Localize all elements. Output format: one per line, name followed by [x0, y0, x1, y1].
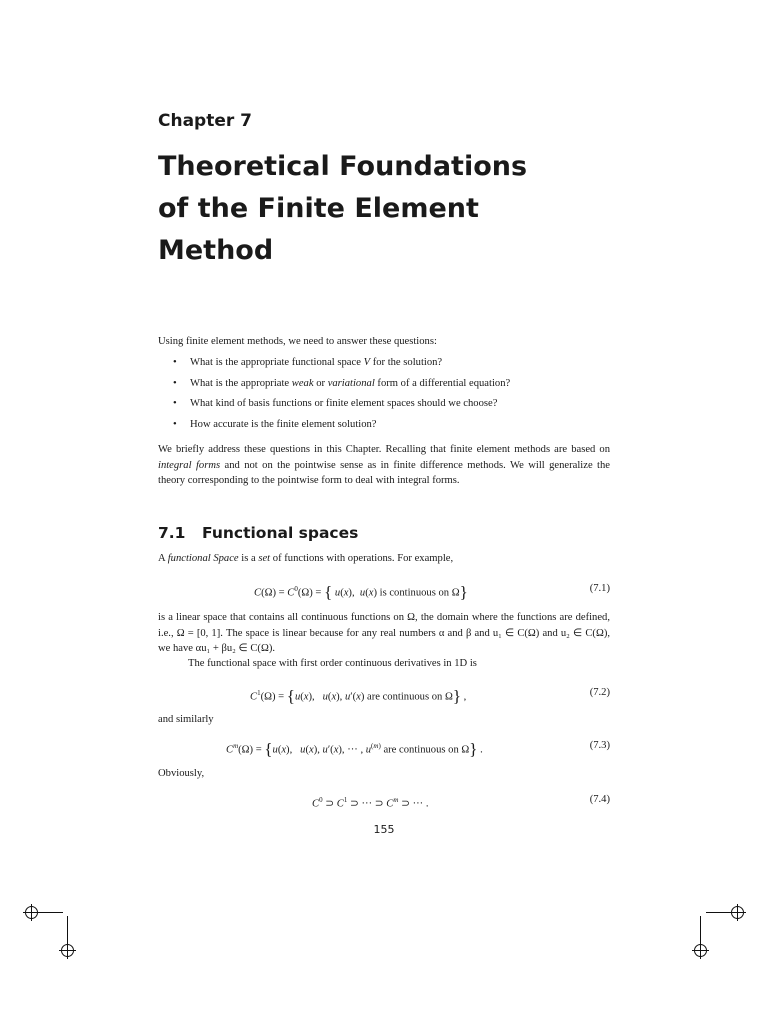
- chapter-label: Chapter 7: [158, 111, 253, 131]
- chapter-title-line: Theoretical Foundations: [158, 151, 528, 182]
- section-heading: [158, 524, 358, 542]
- equation-number: (7.4): [589, 794, 610, 805]
- equation-number: (7.1): [589, 583, 610, 594]
- section-number: 7.1: [158, 524, 186, 542]
- intro-lead: Using finite element methods, we need to answer these questions:: [158, 336, 437, 347]
- chapter-title-line: Method: [158, 235, 274, 266]
- bullet-icon: •: [173, 418, 177, 430]
- derivative-sentence: The functional space with first order continuous derivatives in 1D is: [188, 658, 477, 669]
- equation-number: (7.3): [589, 740, 610, 751]
- obviously: Obviously,: [158, 768, 205, 779]
- bullet-icon: •: [173, 398, 177, 409]
- bullet-icon: •: [173, 357, 177, 368]
- equation-7-1: $C(\Omega) = C^0(\Omega)$ = { u(x), u(x) is continuous on Ω} (7.1): [158, 579, 610, 599]
- bullet-icon: •: [173, 377, 177, 389]
- list-item: • What is the appropriate weak or variational form of a differential equation?: [158, 376, 610, 397]
- equation-7-4: $C^0$ ⊃ $C^1$ ⊃ ··· ⊃ $C^m$ ⊃ ··· . (7.4): [158, 790, 610, 810]
- registration-mark-icon: [25, 906, 38, 919]
- equation-number: (7.2): [589, 687, 610, 698]
- section-title: Functional spaces: [202, 524, 359, 542]
- definition-paragraph: A functional Space is a set of functions with operations. For example,: [158, 553, 454, 564]
- registration-mark-icon: [694, 944, 707, 957]
- and-similarly: and similarly: [158, 714, 214, 725]
- intro-paragraph: We briefly address these questions in this Chapter. Recalling that finite element methods are based on integral forms and not on the pointwise sense as in finite difference methods. We will generalize the theory corresponding to the pointwise form to deal with integral forms.: [158, 444, 610, 486]
- equation-7-2: $C^1(\Omega) = \{u(x)$, u(x), u′(x) are continuous on Ω} , (7.2): [158, 683, 610, 703]
- page-number: 155: [373, 823, 395, 836]
- registration-mark-icon: [731, 906, 744, 919]
- equation-7-3: $C^m(\Omega) = \{u(x)$, u(x), u′(x), ··· , $u^{(m)}$ are continuous on Ω} . (7.3): [158, 736, 610, 756]
- list-item: • What is the appropriate functional space V for the solution?: [158, 355, 610, 376]
- chapter-title: [158, 146, 598, 272]
- linear-space-paragraph: is a linear space that contains all continuous functions on Ω, the domain where the functions are defined, i.e., Ω = [0, 1]. The space is linear because for any real numbers α and β and u₁ ∈ C(Ω) and u₂ ∈ C(Ω), we have αu₁ + βu₂ ∈ C(Ω).: [158, 612, 610, 654]
- question-list: [158, 355, 610, 437]
- chapter-title-line: of the Finite Element: [158, 193, 479, 224]
- registration-mark-icon: [61, 944, 74, 957]
- list-item: • What kind of basis functions or finite element spaces should we choose?: [158, 396, 610, 417]
- list-item: • How accurate is the finite element solution?: [158, 417, 610, 438]
